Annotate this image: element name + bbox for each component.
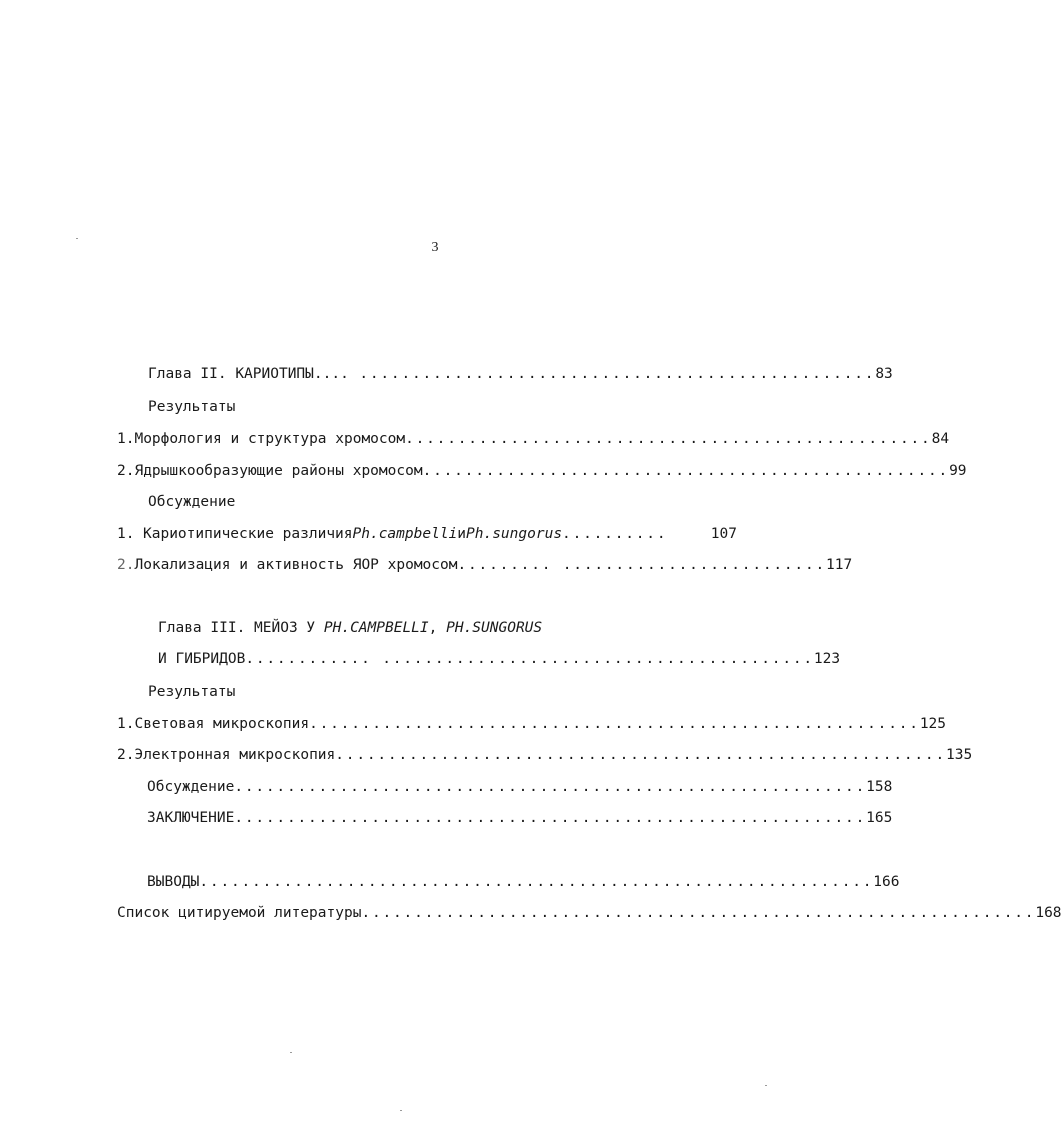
toc-chapter-2[interactable] [148,363,893,385]
toc-chapter-3[interactable] [158,648,841,670]
item-page: 135 [946,747,973,763]
leader-dots: ................................................. [348,366,876,382]
toc-item-2-1[interactable] [117,428,950,450]
chapter-3-results-heading: Результаты [148,684,236,700]
scan-speck [765,1085,767,1086]
scan-speck [76,238,78,239]
chapter-2-results-heading: Результаты [148,399,236,415]
species-sungorus: Ph.sungorus [466,526,563,542]
item-page: 166 [873,874,900,890]
item-page: 107 [710,526,737,542]
species-campbelli: PH.CAMPBELLI [323,620,429,636]
item-page: 125 [919,716,947,732]
toc-discussion-3[interactable] [147,776,893,798]
item-title-a: Кариотипические различия [143,526,353,542]
item-title-b: и [457,526,467,542]
leader-dots: .......................................................... [309,716,920,732]
item-title: Обсуждение [147,779,235,795]
item-title: Список цитируемой литературы [117,905,362,921]
item-title: Световая микроскопия [134,716,310,732]
toc-item-3-1[interactable] [117,713,947,735]
item-page: 99 [949,463,967,479]
toc-conclusion[interactable] [147,807,893,829]
species-sungorus: PH.SUNGORUS [446,620,543,636]
leader-dots: .......................................................... [335,747,946,763]
chapter-2-prefix: Глава II. [148,366,227,382]
chapter-3-prefix: Глава III. МЕЙОЗ У [158,620,324,636]
leader-dots: ................................................................ [199,874,874,890]
item-title: Ядрышкообразующие районы хромосом [134,463,423,479]
leader-dots: ............ ......................................... [245,651,814,667]
scan-speck [400,1110,402,1111]
item-page: 158 [866,779,893,795]
leader-dots: ............................................................ [234,810,867,826]
leader-dots: ................................................................ [361,905,1036,921]
leader-dots: .................................................. [405,431,932,447]
page-number: 3 [431,240,439,255]
toc-discussion-2-1[interactable] [117,523,737,545]
chapter-3-page: 123 [813,651,841,667]
item-number: 2. [117,463,135,479]
item-number: 1. [117,716,135,732]
chapter-2-page: 83 [875,366,893,382]
leader-dots: .................................................. [422,463,950,479]
leader-dots: ............................................................ [234,779,867,795]
item-number: 1. [117,431,135,447]
item-page: 84 [931,431,950,447]
item-title: Морфология и структура хромосом [134,431,406,447]
leader-dots: .......... [562,526,668,542]
toc-item-2-2[interactable] [117,460,967,482]
toc-item-3-2[interactable] [117,744,973,766]
item-title: Локализация и активность ЯОР хромосом [134,557,458,573]
item-number: 1. [117,526,135,542]
chapter-3-sep: , [428,620,447,636]
chapter-2-title: КАРИОТИПЫ.... [235,366,349,382]
toc-references[interactable] [117,902,1062,924]
item-title: ЗАКЛЮЧЕНИЕ [147,810,235,826]
item-page: 165 [866,810,893,826]
toc-discussion-2-2[interactable] [117,554,853,576]
chapter-2-discussion-heading: Обсуждение [148,494,236,510]
chapter-3-title-line2: И ГИБРИДОВ [158,651,246,667]
item-number: 2. [117,557,135,573]
species-campbelli: Ph.campbelli [352,526,458,542]
chapter-3-title[interactable] [158,617,542,639]
leader-dots: ......... ......................... [457,557,827,573]
item-number: 2. [117,747,135,763]
toc-findings[interactable] [147,871,900,893]
item-page: 117 [826,557,853,573]
item-title: ВЫВОДЫ [147,874,200,890]
item-page: 168 [1035,905,1062,921]
item-title: Электронная микроскопия [134,747,336,763]
scan-speck [290,1052,292,1053]
